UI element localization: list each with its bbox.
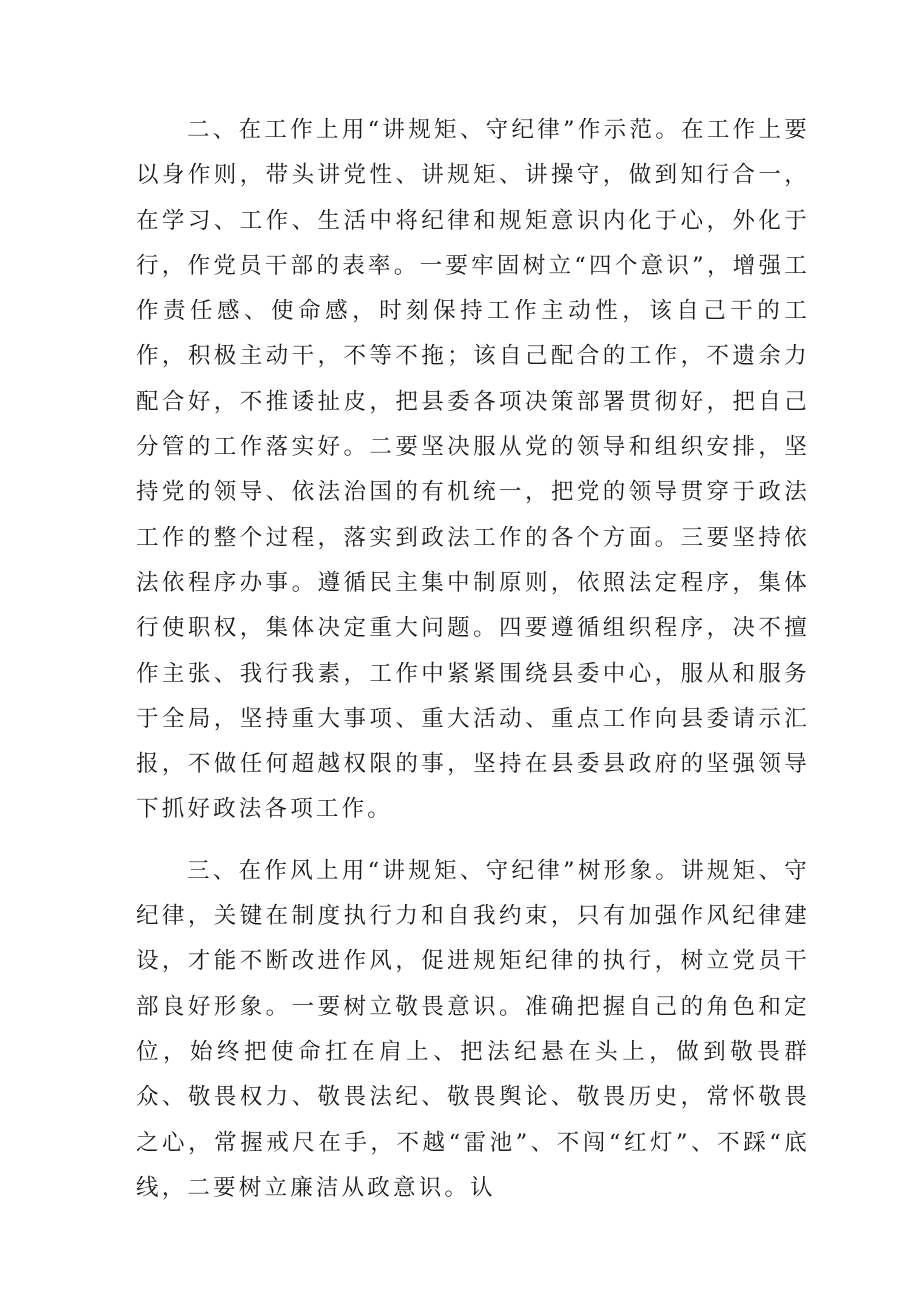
- paragraph-section-two: 二、在工作上用“讲规矩、守纪律”作示范。在工作上要以身作则，带头讲党性、讲规矩、讲操守，做到知行合一，在学习、工作、生活中将纪律和规矩意识内化于心，外化于行，作党员干部的表率。一要牢固树立“四个意识”，增强工作责任感、使命感，时刻保持工作主动性，该自己干的工作，积极主动干，不等不拖；该自己配合的工作，不遗余力配合好，不推诿扯皮，把县委各项决策部署贯彻好，把自己分管的工作落实好。二要坚决服从党的领导和组织安排，坚持党的领导、依法治国的有机统一，把党的领导贯穿于政法工作的整个过程，落实到政法工作的各个方面。三要坚持依法依程序办事。遵循民主集中制原则，依照法定程序，集体行使职权，集体决定重大问题。四要遵循组织程序，决不擅作主张、我行我素，工作中紧紧围绕县委中心，服从和服务于全局，坚持重大事项、重大活动、重点工作向县委请示汇报，不做任何超越权限的事，坚持在县委县政府的坚强领导下抓好政法各项工作。: [136, 117, 810, 823]
- paragraph-section-three: 三、在作风上用“讲规矩、守纪律”树形象。讲规矩、守纪律，关键在制度执行力和自我约束，只有加强作风纪律建设，才能不断改进作风，促进规矩纪律的执行，树立党员干部良好形象。一要树立敬畏意识。准确把握自己的角色和定位，始终把使命扛在肩上、把法纪悬在头上，做到敬畏群众、敬畏权力、敬畏法纪、敬畏舆论、敬畏历史，常怀敬畏之心，常握戒尺在手，不越“雷池”、不闯“红灯”、不踩“底线，二要树立廉洁从政意识。认: [136, 857, 810, 1201]
